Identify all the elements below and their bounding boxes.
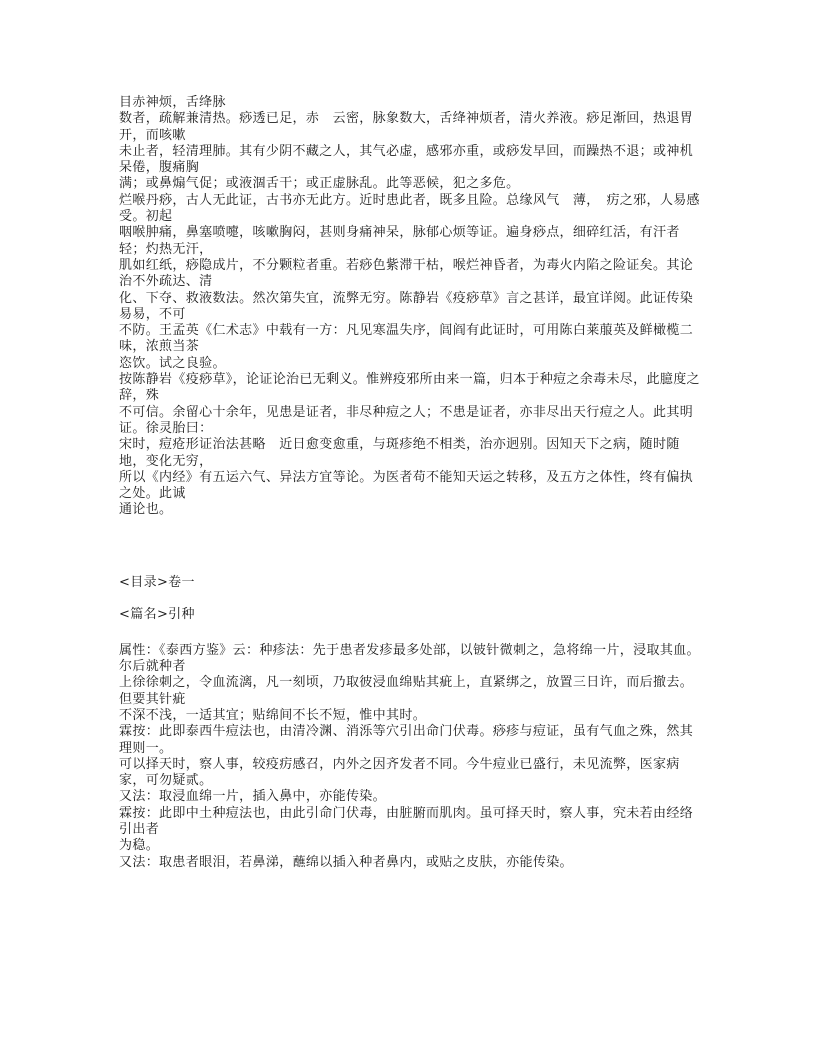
- catalog-heading: <目录>卷一: [119, 574, 195, 590]
- paragraph-line: 霖按：此即泰西牛痘法也，由清冷渊、消泺等穴引出命门伏毒。痧疹与痘证，虽有气血之殊，然其理则一。: [119, 724, 694, 756]
- paragraph-line: 咽喉肿痛，鼻塞喷嚏，咳嗽胸闷，甚则身痛神呆，脉郁心烦等证。遍身痧点，细碎红活，有汗者轻；灼热无汗，: [119, 225, 680, 257]
- paragraph-line: 不防。王孟英《仁术志》中载有一方：凡见寒温失序，闾阎有此证时，可用陈白莱菔英及鲜橄榄二味，浓煎当茶: [119, 323, 694, 355]
- paragraph-line: 数者，疏解兼清热。痧透已足，赤 云密，脉象数大，舌绛神烦者，清火养液。痧足渐回，热退胃开，而咳嗽: [119, 111, 694, 143]
- paragraph-line: 化、下夺、救液数法。然次第失宜，流弊无穷。陈静岩《疫痧草》言之甚详，最宜详阅。此证传染易易，不可: [119, 290, 694, 322]
- paragraph-line: 满；或鼻煽气促；或液涸舌干；或正虚脉乱。此等恶候，犯之多危。: [119, 176, 520, 192]
- paragraph-line: 可以择天时，察人事，较疫疠感召，内外之因齐发者不同。今牛痘业已盛行，未见流弊，医家病家，可勿疑贰。: [119, 756, 680, 789]
- paragraph-line: 目赤神烦，舌绛脉: [119, 95, 226, 110]
- paragraph-line: 又法：取浸血绵一片，插入鼻中，亦能传染。: [119, 789, 387, 805]
- paragraph-line: 所以《内经》有五运六气、异法方宜等论。为医者苟不能知天运之转移，及五方之体性，终有偏执之处。此诚: [119, 469, 694, 502]
- heading-spacer: [119, 591, 701, 607]
- paragraph-line: 又法：取患者眼泪，若鼻涕，蘸绵以插入种者鼻内，或贴之皮肤，亦能传染。: [119, 854, 573, 870]
- paragraph-line: 恣饮。试之良验。: [119, 355, 226, 371]
- paragraph-line: 未止者，轻清理肺。其有少阴不藏之人，其气必虚，感邪亦重，或痧发早回，而躁热不退；或神机呆倦，腹痛胸: [119, 143, 694, 176]
- chapter-heading: <篇名>引种: [119, 606, 195, 622]
- paragraph-line: 属性：《泰西方鉴》云：种疹法：先于患者发疹最多处部，以铍针微刺之，急将绵一片，浸取其血。尔后就种者: [119, 642, 700, 675]
- section-text-1: [119, 95, 701, 519]
- paragraph-line: 烂喉丹痧，古人无此证，古书亦无此方。近时患此者，既多且险。总缘风气 薄， 疠之邪，人易感受。初起: [119, 192, 700, 225]
- paragraph-line: 通论也。: [119, 502, 173, 518]
- paragraph-line: 霖按：此即中土种痘法也，由此引命门伏毒，由脏腑而肌肉。虽可择天时，察人事，究未若由经络引出者: [119, 805, 694, 837]
- paragraph-line: 为稳。: [119, 838, 160, 854]
- heading-spacer: [119, 623, 701, 639]
- paragraph-line: 上徐徐刺之，令血流漓，凡一刻顷，乃取彼浸血绵贴其疵上，直紧绑之，放置三日许，而后撤去。但要其针疵: [119, 675, 694, 707]
- paragraph-line: 不可信。余留心十余年，见患是证者，非尽种痘之人；不患是证者，亦非尽出天行痘之人。此其明证。徐灵胎曰：: [119, 404, 694, 436]
- paragraph-line: 宋时，痘疮形证治法甚略 近日愈变愈重，与斑疹绝不相类，治亦迥别。因知天下之病，随时随地，变化无穷，: [119, 437, 680, 469]
- section-spacer: [119, 519, 701, 575]
- section-text-2: [119, 643, 701, 871]
- paragraph-line: 按陈静岩《疫痧草》，论证论治已无剩义。惟辨疫邪所由来一篇，归本于种痘之余毒未尽，此臆度之辞，殊: [119, 372, 700, 404]
- paragraph-line: 肌如红纸，痧隐成片，不分颗粒者重。若痧色紫滞干枯，喉烂神昏者，为毒火内陷之险证矣。其论治不外疏达、清: [119, 257, 694, 290]
- document-page: [119, 95, 701, 871]
- paragraph-line: 不深不浅，一适其宜；贴绵间不长不短，惟中其时。: [119, 707, 427, 723]
